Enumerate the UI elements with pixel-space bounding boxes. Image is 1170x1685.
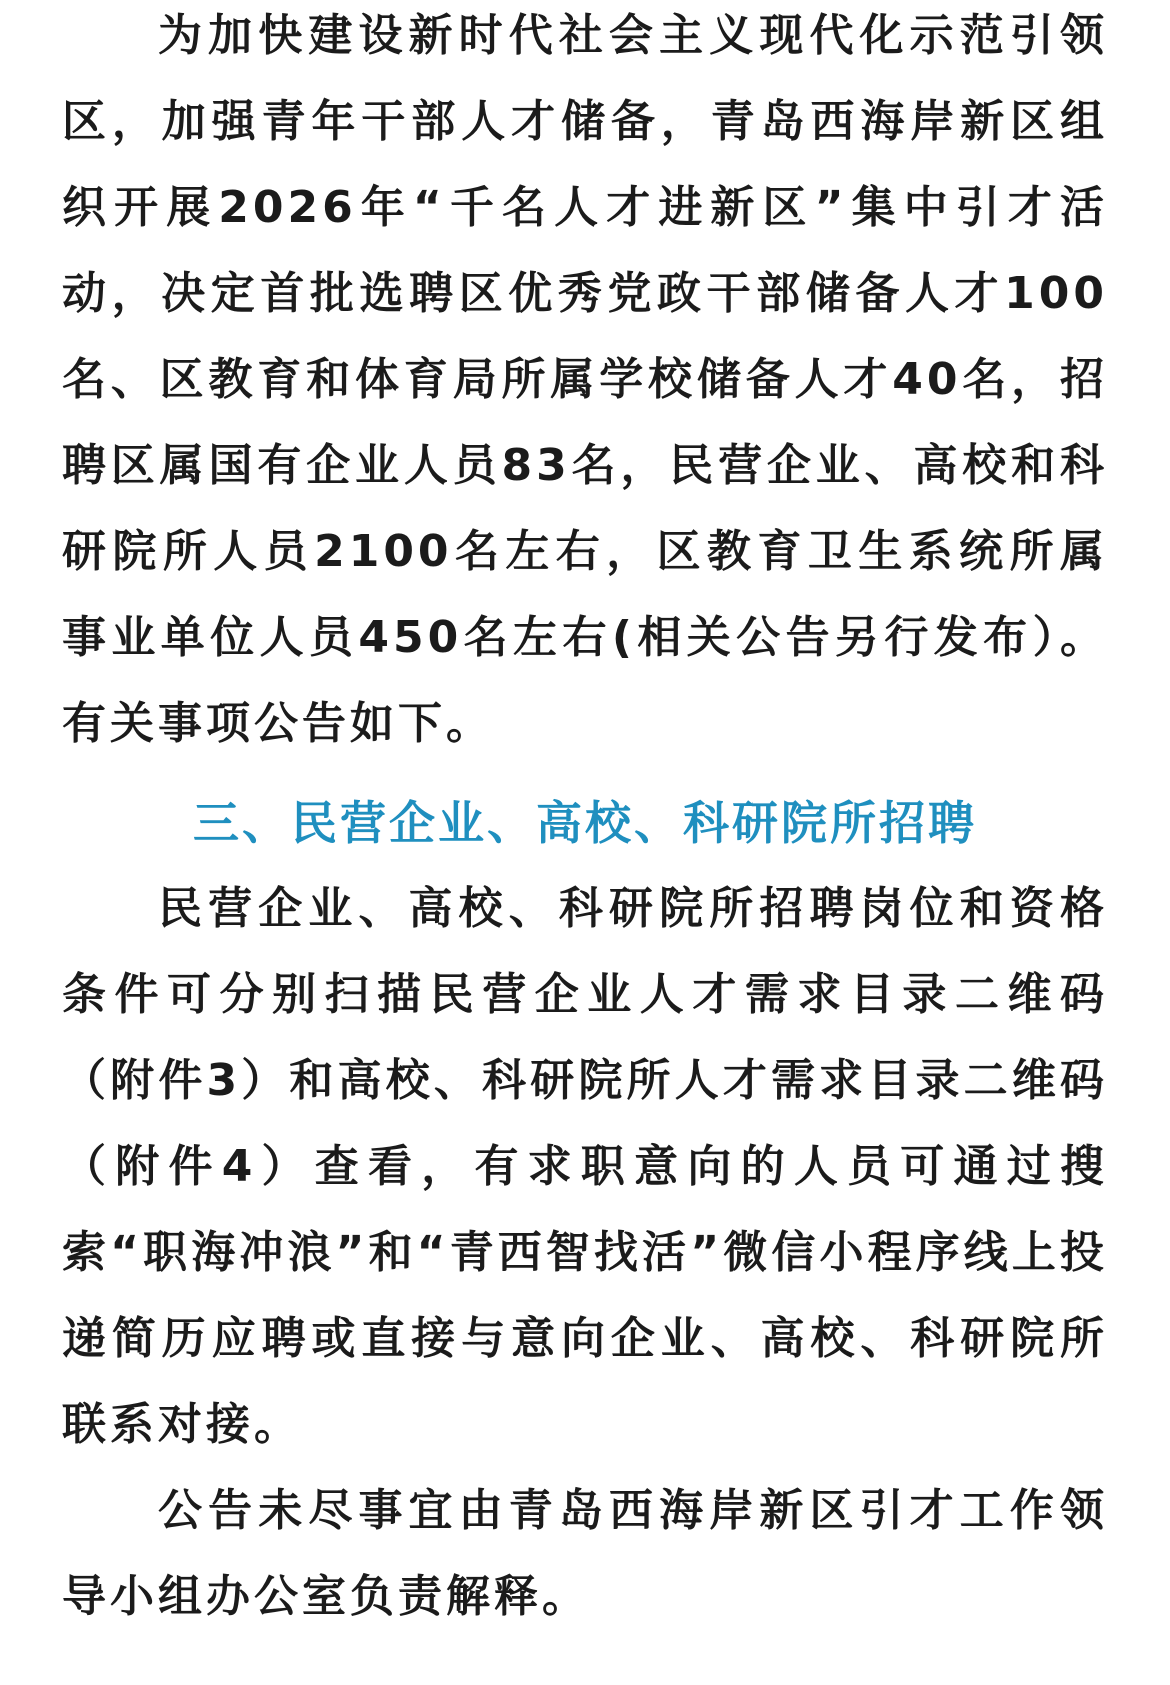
section-three-paragraph: 民营企业、高校、科研院所招聘岗位和资格条件可分别扫描民营企业人才需求目录二维码（附件3）和高校、科研院所人才需求目录二维码（附件4）查看，有求职意向的人员可通过搜索“职海冲浪”和“青西智找活”微信小程序线上投递简历应聘或直接与意向企业、高校、科研院所联系对接。 bbox=[62, 883, 1108, 1450]
section-three-heading: 三、民营企业、高校、科研院所招聘 bbox=[193, 796, 977, 850]
intro-paragraph: 为加快建设新时代社会主义现代化示范引领区，加强青年干部人才储备，青岛西海岸新区组织开展2026年“千名人才进新区”集中引才活动，决定首批选聘区优秀党政干部储备人才100名、区教育和体育局所属学校储备人才40名，招聘区属国有企业人员83名，民营企业、高校和科研院所人员2100名左右，区教育卫生系统所属事业单位人员450名左右(相关公告另行发布）。有关事项公告如下。 bbox=[62, 10, 1108, 749]
closing-paragraph: 公告未尽事宜由青岛西海岸新区引才工作领导小组办公室负责解释。 bbox=[62, 1485, 1108, 1622]
